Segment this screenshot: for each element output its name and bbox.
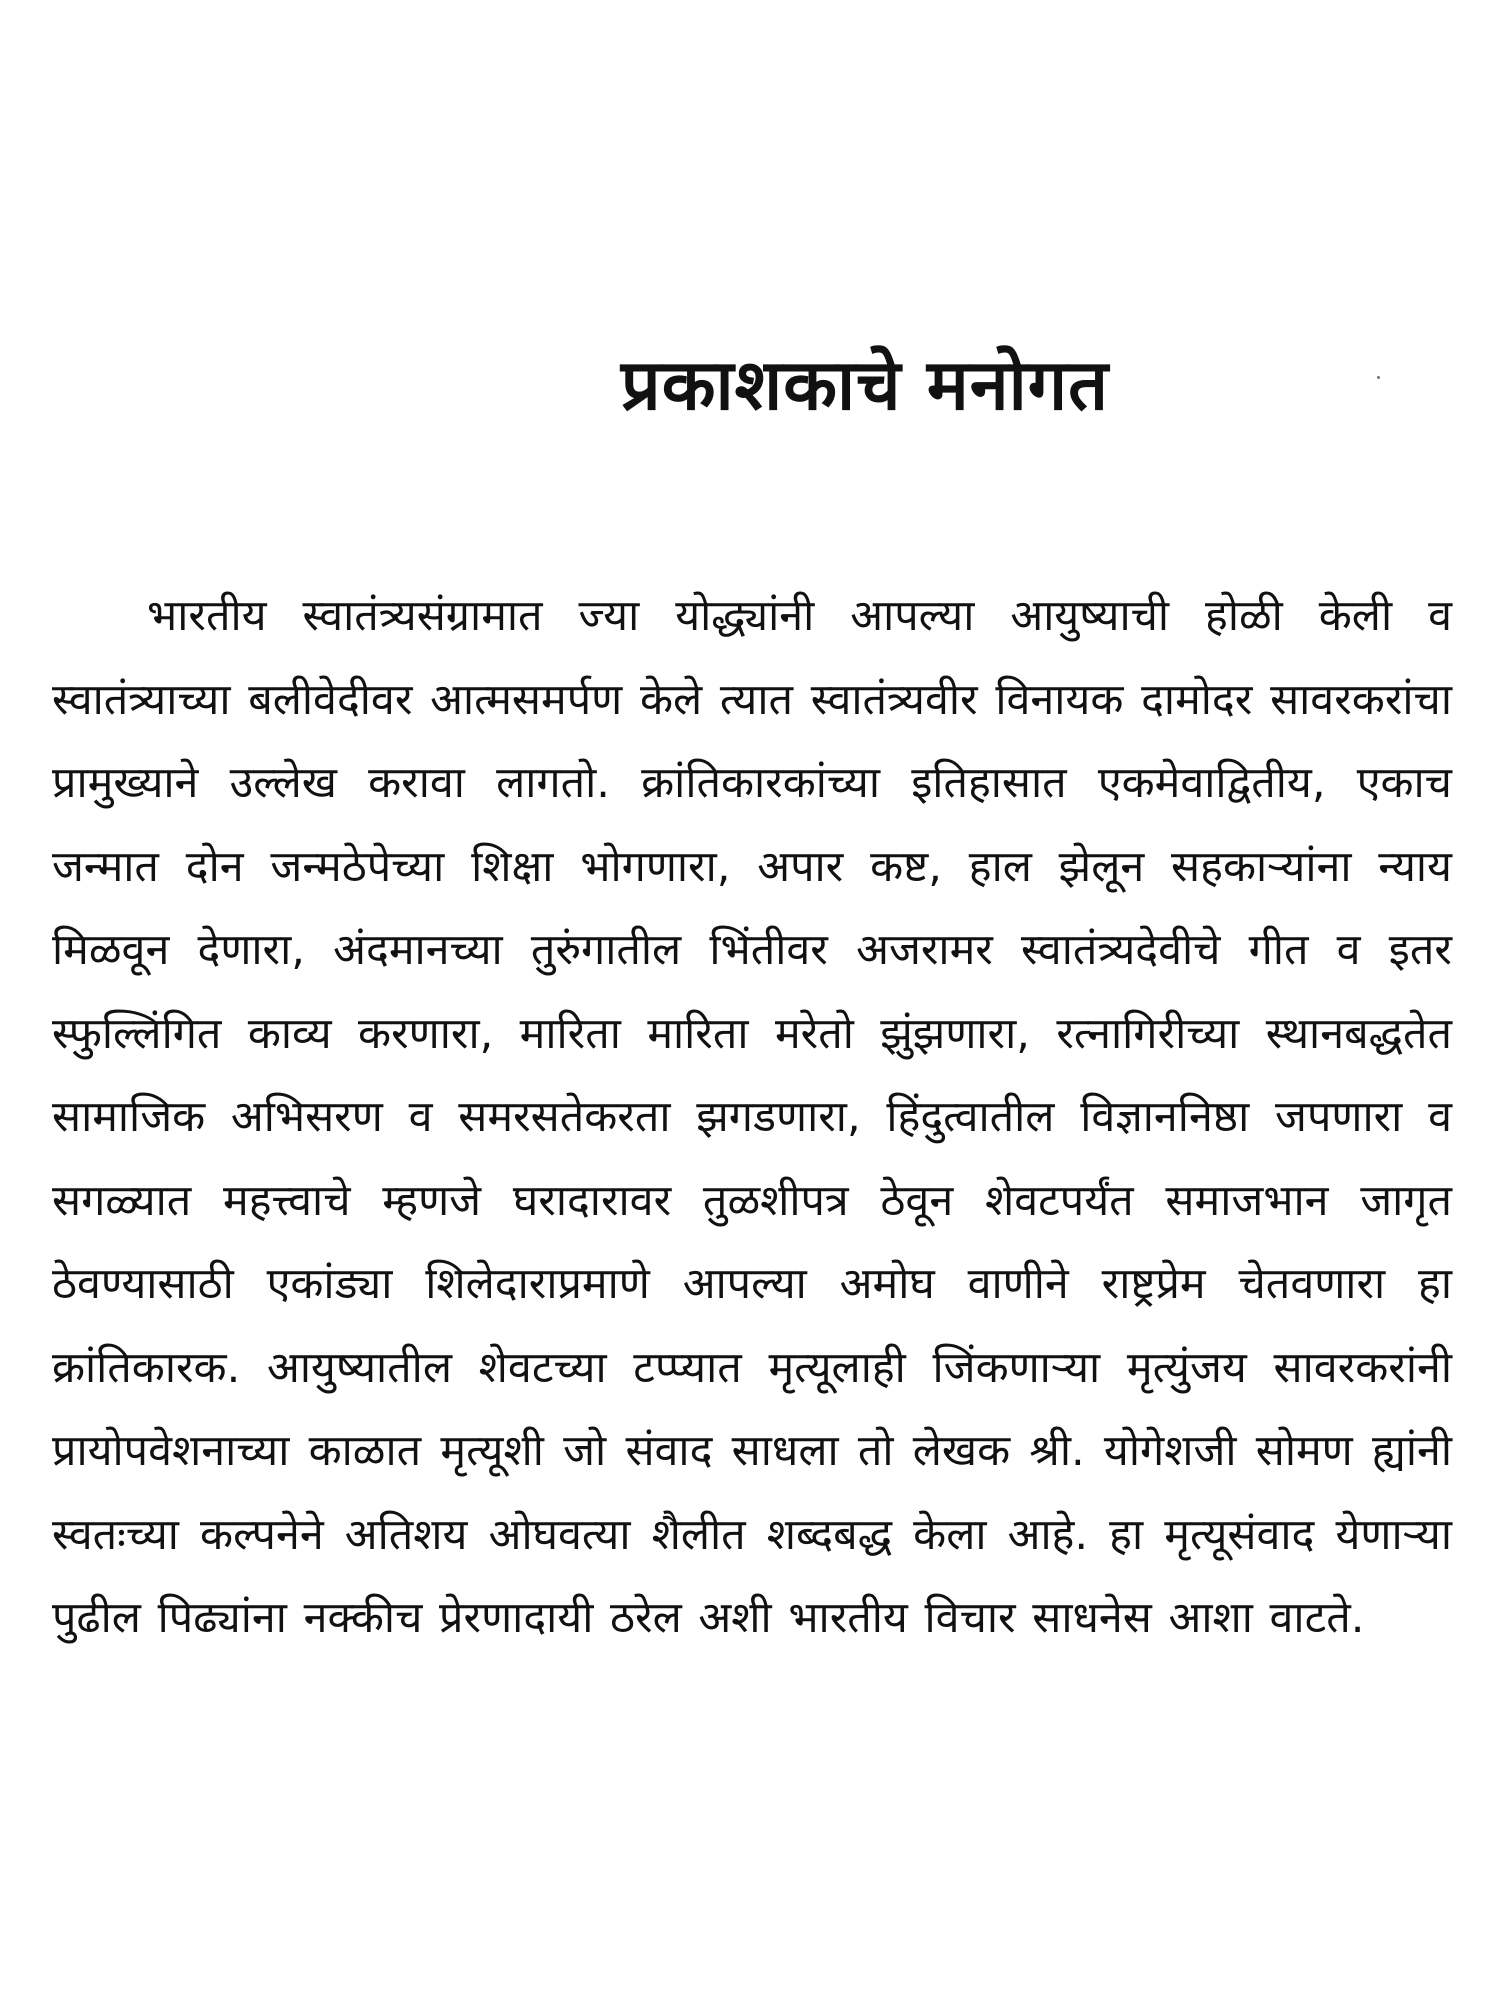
page-title: प्रकाशकाचे मनोगत bbox=[620, 344, 1110, 426]
scan-speck bbox=[1377, 376, 1380, 379]
body-paragraph: भारतीय स्वातंत्र्यसंग्रामात ज्या योद्ध्यांनी आपल्या आयुष्याची होळी केली व स्वातंत्र्याच्या बलीवेदीवर आत्मसमर्पण केले त्यात स्वातंत्र्यवीर विनायक दामोदर सावरकरांचा प्रामुख्याने उल्लेख करावा लागतो. क्रांतिकारकांच्या इतिहासात एकमेवाद्वितीय, एकाच जन्मात दोन जन्मठेपेच्या शिक्षा भोगणारा, अपार कष्ट, हाल झेलून सहकाऱ्यांना न्याय मिळवून देणारा, अंदमानच्या तुरुंगातील भिंतीवर अजरामर स्वातंत्र्यदेवीचे गीत व इतर स्फुल्लिंगित काव्य करणारा, मारिता मारिता मरेतो झुंझणारा, रत्नागिरीच्या स्थानबद्धतेत सामाजिक अभिसरण व समरसतेकरता झगडणारा, हिंदुत्वातील विज्ञाननिष्ठा जपणारा व सगळ्यात महत्त्वाचे म्हणजे घरादारावर तुळशीपत्र ठेवून शेवटपर्यंत समाजभान जागृत ठेवण्यासाठी एकांड्या शिलेदाराप्रमाणे आपल्या अमोघ वाणीने राष्ट्रप्रेम चेतवणारा हा क्रांतिकारक. आयुष्यातील शेवटच्या टप्प्यात मृत्यूलाही जिंकणाऱ्या मृत्युंजय सावरकरांनी प्रायोपवेशनाच्या काळात मृत्यूशी जो संवाद साधला तो लेखक श्री. योगेशजी सोमण ह्यांनी स्वतःच्या कल्पनेने अतिशय ओघवत्या शैलीत शब्दबद्ध केला आहे. हा मृत्यूसंवाद येणाऱ्या पुढील पिढ्यांना नक्कीच प्रेरणादायी ठरेल अशी भारतीय विचार साधनेस आशा वाटते. bbox=[52, 591, 1452, 1643]
